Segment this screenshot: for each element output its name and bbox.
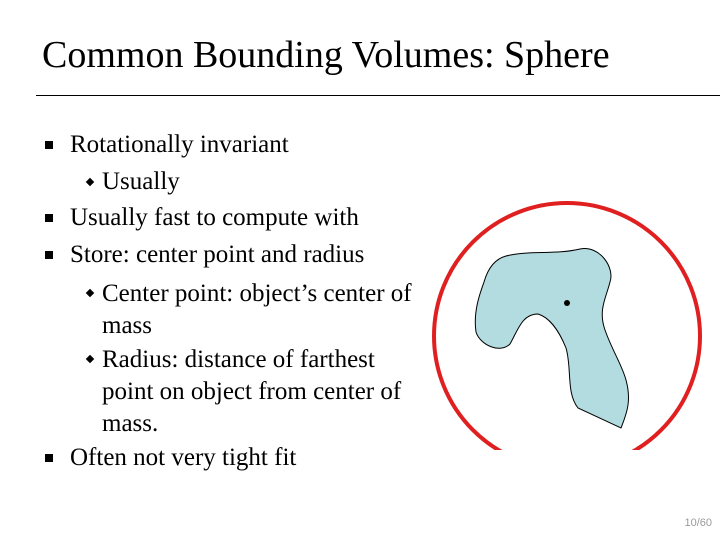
bullet-text: Rotationally invariant <box>70 131 289 158</box>
bullet-text: point on object from center of <box>102 378 402 405</box>
page-number: 10/60 <box>684 517 712 529</box>
bullet-text: Often not very tight fit <box>70 444 297 471</box>
object-shape <box>475 249 628 428</box>
bullet-item <box>70 240 364 270</box>
bounding-sphere-diagram <box>425 185 720 450</box>
square-bullet-icon <box>45 454 53 462</box>
bullet-text: Radius: distance of farthest <box>102 346 375 373</box>
diamond-bullet-icon <box>86 355 94 363</box>
bullet-item <box>70 203 359 233</box>
bullet-text: Usually <box>102 168 180 195</box>
bullet-text: mass. <box>102 410 159 437</box>
square-bullet-icon <box>45 214 53 222</box>
bullet-text: Store: center point and radius <box>70 241 365 268</box>
sub-bullet-item <box>102 167 180 197</box>
sub-bullet-item <box>102 344 401 440</box>
diamond-bullet-icon <box>86 178 94 186</box>
bullet-item <box>70 443 296 473</box>
square-bullet-icon <box>45 251 53 259</box>
bullet-item <box>70 130 289 160</box>
bullet-text: Center point: object’s center of <box>102 280 412 307</box>
center-point-marker <box>564 300 570 306</box>
diamond-bullet-icon <box>86 289 94 297</box>
square-bullet-icon <box>45 141 53 149</box>
bullet-text: mass <box>102 312 152 339</box>
slide-title: Common Bounding Volumes: Sphere <box>42 34 610 76</box>
bullet-text: Usually fast to compute with <box>70 204 359 231</box>
sub-bullet-item <box>102 278 412 342</box>
